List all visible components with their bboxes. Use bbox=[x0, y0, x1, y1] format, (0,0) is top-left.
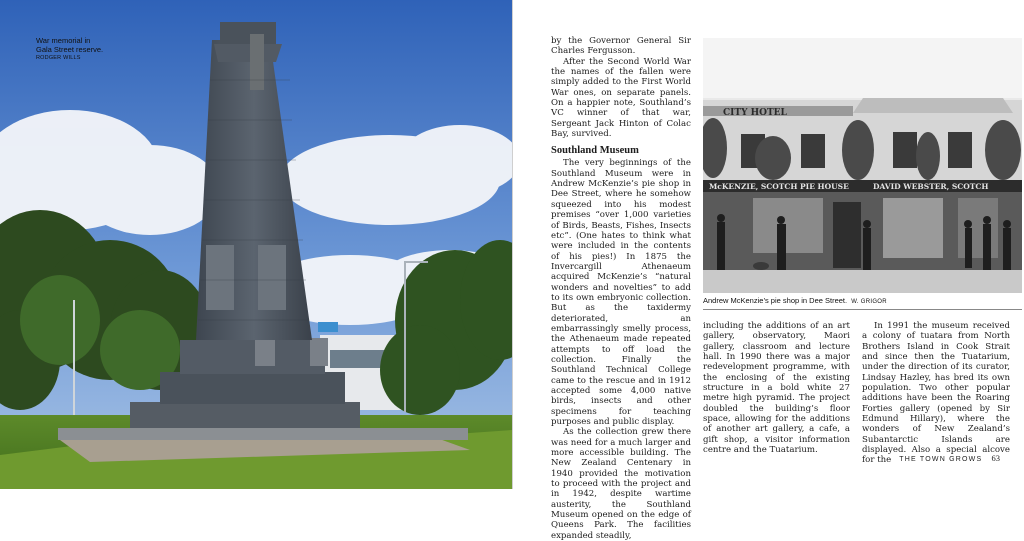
column-1 bbox=[551, 36, 691, 541]
column-3 bbox=[862, 321, 1010, 466]
caption-rule bbox=[703, 309, 1022, 310]
paragraph: The very beginnings of the Southland Museum were in Andrew McKenzie’s pie shop in Dee Street, where he somehow squeezed into his modest premises “over 1,000 varieties of Birds, Beasts, Fishes, Insects etc”. (One hates to think what were included in the contents of his pies!) In 1875 the Invercargill Athenaeum acquired McKenzie’s “natural wonders and novelties” to add to its own embryonic collection. But as the taxidermy deteriorated, an embarrassingly smelly process, the Athenaeum made repeated attempts to off load the collection. Finally the Southland Technical College came to the rescue and in 1912 accepted some 4,000 native birds, insects and other specimens for teaching purposes and public display. bbox=[551, 158, 691, 428]
neighbour-sign: DAVID WEBSTER, SCOTCH bbox=[873, 182, 989, 191]
page-footer bbox=[899, 453, 1000, 463]
section-heading: Southland Museum bbox=[551, 145, 639, 157]
figure-credit: W. GRIGOR bbox=[851, 299, 887, 305]
war-memorial-image bbox=[0, 0, 512, 489]
photo-credit: RODGER WILLS bbox=[36, 55, 81, 61]
war-memorial-photo bbox=[0, 0, 512, 489]
text-page bbox=[513, 0, 1024, 541]
photo-caption-text: War memorial in Gala Street reserve. bbox=[36, 36, 104, 54]
shop-sign: McKENZIE, SCOTCH PIE HOUSE bbox=[709, 182, 849, 191]
figure-caption-text: Andrew McKenzie’s pie shop in Dee Street. bbox=[703, 296, 848, 305]
paragraph: In 1991 the museum received a colony of tuatara from North Brothers Island in Cook Strait and since then the Tuatarium, under the direction of its curator, Lindsay Hazley, has bred its own population. Two other popular additions have been the Roaring Forties gallery (opened by Sir Edmund Hillary), where the wonders of New Zealand’s Subantarctic Islands are displayed. Also a special alcove for the bbox=[862, 321, 1010, 466]
paragraph: After the Second World War the names of the fallen were simply added to the First World War ones, on separate panels. On a happier note, Southland’s VC winner of that war, Sergeant Jack Hinton of Colac Bay, survived. bbox=[551, 56, 691, 140]
column-2 bbox=[703, 321, 850, 455]
figure-caption bbox=[703, 296, 887, 305]
paragraph: including the additions of an art gallery, observatory, Maori gallery, classroom and lecture hall. In 1990 there was a major redevelopment programme, with the enclosing of the existing structure in a bold white 27 metre high pyramid. The project doubled the building’s floor space, allowing for the additions of another art gallery, a cafe, a gift shop, a visitor information centre and the Tuatarium. bbox=[703, 321, 850, 456]
pie-shop-photo bbox=[703, 38, 1022, 293]
page-number: 63 bbox=[991, 453, 1000, 463]
paragraph: As the collection grew there was need for a much larger and more accessible building. The New Zealand Centenary in 1940 provided the motivation to proceed with the project and in 1942, despite wartime austerity, the Southland Museum opened on the edge of Queens Park. The facilities expanded steadily, bbox=[551, 427, 691, 541]
photo-caption bbox=[36, 36, 106, 61]
paragraph: by the Governor General Sir Charles Fergusson. bbox=[551, 36, 691, 57]
running-head: THE TOWN GROWS bbox=[899, 456, 983, 463]
pie-shop-image bbox=[703, 38, 1022, 293]
hotel-sign: CITY HOTEL bbox=[723, 108, 787, 118]
